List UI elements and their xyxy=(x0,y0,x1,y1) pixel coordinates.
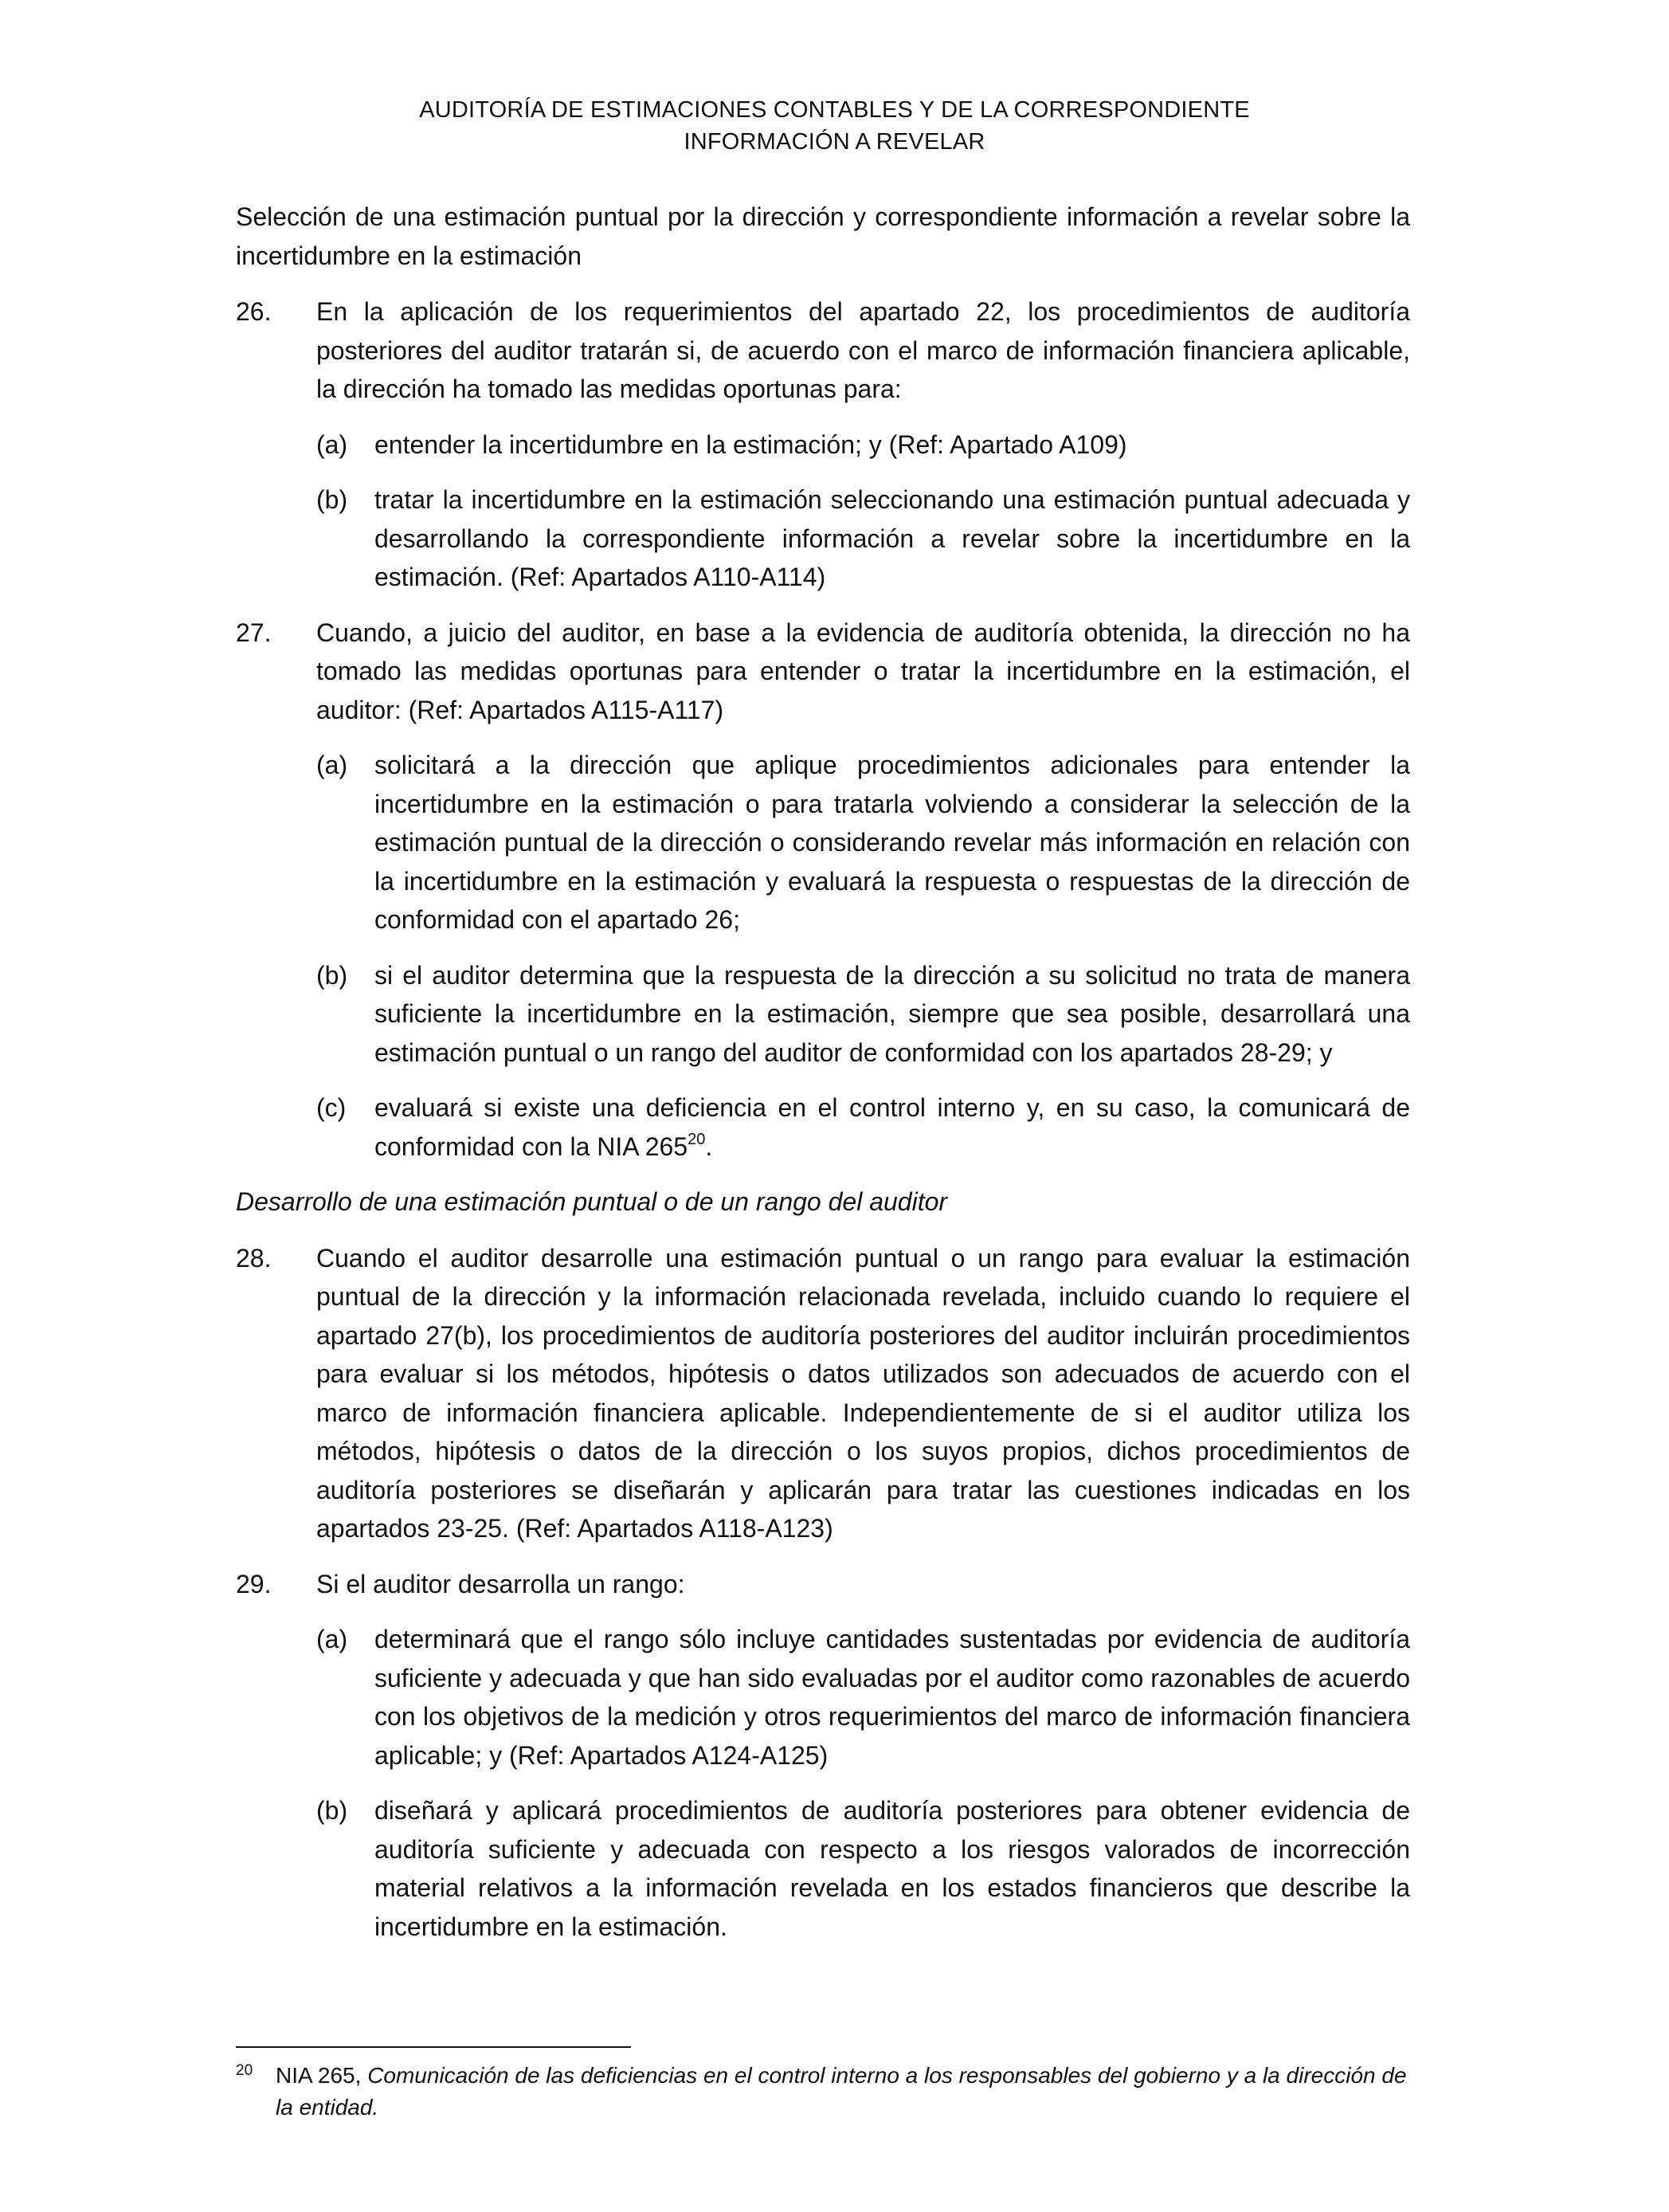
item-text: diseñará y aplicará procedimientos de auditoría posteriores para obtener evidencia de auditoría suficiente y adecuada con respecto a los riesgos valorados de incorrección material relativos a la información revelada en los estados financieros que describe la incertidumbre en la estimación. xyxy=(374,1796,1410,1941)
item-letter: (c) xyxy=(316,1093,347,1122)
item-text: evaluará si existe una deficiencia en el control interno y, en su caso, la comunicará de conformidad con la NIA 265 xyxy=(374,1093,1410,1161)
paragraph-text: Si el auditor desarrolla un rango: xyxy=(316,1569,685,1598)
header-line-1: AUDITORÍA DE ESTIMACIONES CONTABLES Y DE LA CORRESPONDIENTE xyxy=(419,97,1250,123)
paragraph-29-item-a xyxy=(236,1620,1410,1775)
item-letter: (b) xyxy=(316,960,348,990)
paragraph-26 xyxy=(236,292,1410,409)
running-header xyxy=(0,94,1669,158)
footnote-prefix: NIA 265, xyxy=(276,2063,368,2088)
header-line-2: INFORMACIÓN A REVELAR xyxy=(684,129,985,155)
paragraph-26-item-b xyxy=(236,480,1410,597)
paragraph-29 xyxy=(236,1565,1410,1604)
paragraph-27-item-c xyxy=(236,1088,1410,1166)
paragraph-number: 26. xyxy=(236,297,272,326)
item-text: solicitará a la dirección que aplique procedimientos adicionales para entender la incertidumbre en la estimación o para tratarla volviendo a considerar la selección de la estimación puntual de la dirección o considerando revelar más información en relación con la incertidumbre en la estimación y evaluará la respuesta o respuestas de la dirección de conformidad con el apartado 26; xyxy=(374,751,1410,934)
paragraph-number: 29. xyxy=(236,1569,272,1598)
paragraph-text: En la aplicación de los requerimientos del apartado 22, los procedimientos de auditoría posteriores del auditor tratarán si, de acuerdo con el marco de información financiera aplicable, la dirección ha tomado las medidas oportunas para: xyxy=(316,297,1410,403)
item-letter: (a) xyxy=(316,1625,348,1653)
item-text: entender la incertidumbre en la estimación; y (Ref: Apartado A109) xyxy=(374,429,1127,459)
item-letter: (b) xyxy=(316,1796,348,1825)
section-heading-desarrollo: Desarrollo de una estimación puntual o de un rango del auditor xyxy=(236,1187,948,1216)
paragraph-29-item-b xyxy=(236,1791,1410,1946)
section-heading-seleccion: Selección de una estimación puntual por la dirección y correspondiente información a revelar sobre la incertidumbre en la estimación xyxy=(236,202,1410,270)
paragraph-28 xyxy=(236,1239,1410,1548)
paragraph-number: 27. xyxy=(236,618,272,647)
footnote-title: Comunicación de las deficiencias en el control interno a los responsables del gobierno y a la dirección de la entidad. xyxy=(276,2063,1407,2120)
paragraph-number: 28. xyxy=(236,1243,272,1273)
paragraph-text: Cuando, a juicio del auditor, en base a la evidencia de auditoría obtenida, la dirección no ha tomado las medidas oportunas para entender o tratar la incertidumbre en la estimación, el auditor: (Ref: Apartados A115-A117) xyxy=(316,618,1410,724)
item-text-tail: . xyxy=(705,1131,713,1161)
item-letter: (b) xyxy=(316,485,348,514)
item-text: si el auditor determina que la respuesta de la dirección a su solicitud no trata de manera suficiente la incertidumbre en la estimación, siempre que sea posible, desarrollará una estimación puntual o un rango del auditor de conformidad con los apartados 28-29; y xyxy=(374,960,1410,1067)
footnote-reference[interactable]: 20 xyxy=(688,1130,706,1148)
paragraph-27 xyxy=(236,614,1410,730)
footnote-20 xyxy=(236,2060,1410,2124)
item-text: tratar la incertidumbre en la estimación seleccionando una estimación puntual adecuada y desarrollando la correspondiente información a revelar sobre la incertidumbre en la estimación. (Ref: Apartados A110-A114) xyxy=(374,485,1410,591)
item-letter: (a) xyxy=(316,429,348,459)
paragraph-27-item-b xyxy=(236,956,1410,1073)
item-letter: (a) xyxy=(316,751,348,779)
paragraph-27-item-a xyxy=(236,746,1410,939)
footnote-separator xyxy=(236,2046,631,2048)
page-body xyxy=(236,198,1410,1963)
item-text: determinará que el rango sólo incluye cantidades sustentadas por evidencia de auditoría suficiente y adecuada y que han sido evaluadas por el auditor como razonables de acuerdo con los objetivos de la medición y otros requerimientos del marco de información financiera aplicable; y (Ref: Apartados A124-A125) xyxy=(374,1625,1410,1770)
footnote-text xyxy=(236,2060,1410,2124)
paragraph-text: Cuando el auditor desarrolle una estimación puntual o un rango para evaluar la estimación puntual de la dirección y la información relacionada revelada, incluido cuando lo requiere el apartado 27(b), los procedimientos de auditoría posteriores del auditor incluirán procedimientos para evaluar si los métodos, hipótesis o datos utilizados son adecuados de acuerdo con el marco de información financiera aplicable. Independientemente de si el auditor utiliza los métodos, hipótesis o datos de la dirección o los suyos propios, dichos procedimientos de auditoría posteriores se diseñarán y aplicarán para tratar las cuestiones indicadas en los apartados 23-25. (Ref: Apartados A118-A123) xyxy=(316,1243,1410,1543)
paragraph-26-item-a xyxy=(236,426,1410,465)
footnote-mark: 20 xyxy=(236,2062,253,2079)
